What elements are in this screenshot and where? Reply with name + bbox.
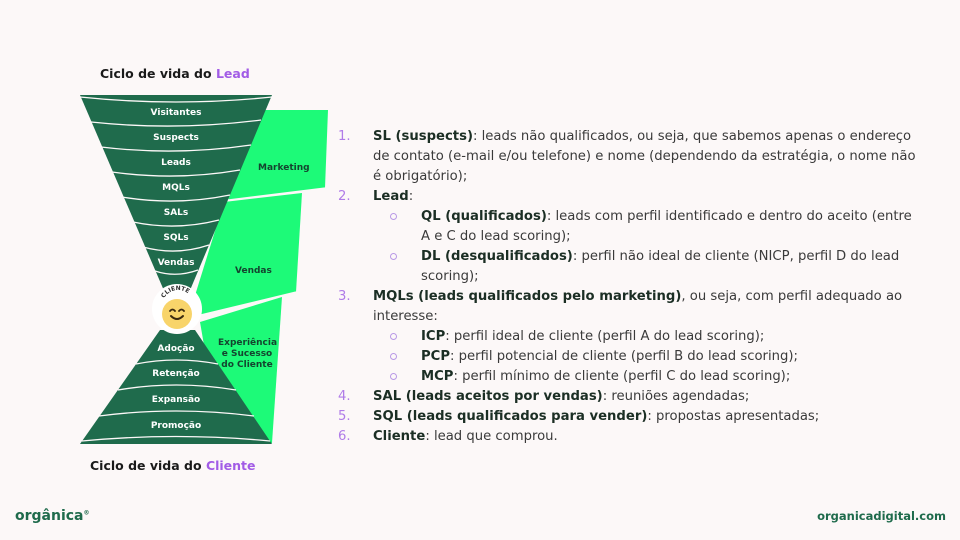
term: MQLs (leads qualificados pelo marketing)	[373, 289, 682, 304]
list-item	[338, 427, 918, 447]
definition: : perfil ideal de cliente (perfil A do lead scoring);	[445, 329, 765, 344]
definition: : reuniões agendadas;	[602, 389, 750, 404]
stage-mqls: MQLs	[162, 183, 190, 193]
term: SQL (leads qualificados para vender)	[373, 409, 648, 424]
stage-promocao: Promoção	[150, 421, 202, 431]
stage-retencao: Retenção	[152, 369, 200, 379]
client-lifecycle-title	[90, 458, 256, 473]
list-item	[338, 127, 918, 187]
list-item	[338, 407, 918, 427]
list-item	[338, 387, 918, 407]
term: Cliente	[373, 429, 426, 444]
definition: : perfil não ideal de cliente (NICP, perfil D do lead scoring);	[421, 249, 900, 284]
stage-leads: Leads	[161, 158, 191, 168]
definitions-list	[338, 127, 918, 447]
term: DL (desqualificados)	[421, 249, 573, 264]
circle-bullet-icon	[390, 333, 397, 340]
list-number: 6.	[338, 429, 351, 444]
definition: , ou seja, com perfil adequado ao interesse:	[373, 289, 903, 324]
website-url[interactable]: organicadigital.com	[817, 509, 946, 523]
definition: : perfil mínimo de cliente (perfil C do lead scoring);	[453, 369, 791, 384]
title-prefix: Ciclo de vida do	[100, 66, 216, 81]
smiling-face-icon	[162, 299, 192, 329]
definition: : perfil potencial de cliente (perfil B do lead scoring);	[450, 349, 798, 364]
sub-list-item	[338, 207, 918, 247]
stage-sals: SALs	[163, 208, 189, 218]
client-badge	[152, 284, 202, 334]
definition: : leads não qualificados, ou seja, que sabemos apenas o endereço de contato (e-mail e/ou telefone) e nome (dependendo da estratégia, o nome não é obrigatório);	[373, 129, 916, 184]
circle-bullet-icon	[390, 253, 397, 260]
term: QL (qualificados)	[421, 209, 547, 224]
title-accent: Cliente	[205, 458, 256, 473]
definition: : propostas apresentadas;	[647, 409, 820, 424]
stage-adocao: Adoção	[157, 344, 195, 354]
organica-logo	[15, 508, 90, 524]
phase-sales: Vendas	[235, 266, 272, 276]
title-prefix: Ciclo de vida do	[90, 458, 206, 473]
definition: :	[408, 189, 414, 204]
term: SAL (leads aceitos por vendas)	[373, 389, 603, 404]
phase-cx-line: e Sucesso	[221, 349, 273, 359]
svg-text:CLIENTE: CLIENTE	[159, 284, 191, 300]
phase-cx-line: Experiência	[218, 338, 278, 348]
list-number: 1.	[338, 129, 351, 144]
stage-sqls: SQLs	[163, 233, 189, 243]
title-accent: Lead	[215, 66, 250, 81]
sub-list-item	[338, 367, 918, 387]
sub-list-item	[338, 247, 918, 287]
list-number: 3.	[338, 289, 351, 304]
sub-list-item	[338, 347, 918, 367]
list-number: 4.	[338, 389, 351, 404]
logo-text: orgânica	[15, 508, 84, 524]
term: MCP	[421, 369, 454, 384]
circle-bullet-icon	[390, 353, 397, 360]
definition: : lead que comprou.	[425, 429, 558, 444]
sub-list-item	[338, 327, 918, 347]
phase-marketing: Marketing	[258, 163, 310, 173]
stage-visitantes: Visitantes	[150, 108, 202, 118]
stage-vendas: Vendas	[157, 258, 195, 268]
list-number: 5.	[338, 409, 351, 424]
registered-mark: ®	[83, 509, 90, 517]
list-item	[338, 187, 918, 207]
circle-bullet-icon	[390, 373, 397, 380]
list-item	[338, 287, 918, 327]
term: PCP	[421, 349, 451, 364]
definition: : leads com perfil identificado e dentro do aceito (entre A e C do lead scoring);	[421, 209, 912, 244]
circle-bullet-icon	[390, 213, 397, 220]
term: ICP	[421, 329, 446, 344]
term: Lead	[373, 189, 409, 204]
phase-customer-success	[218, 338, 276, 371]
term: SL (suspects)	[373, 129, 473, 144]
lifecycle-funnel-diagram	[0, 0, 340, 460]
stage-expansao: Expansão	[151, 395, 201, 405]
stage-suspects: Suspects	[153, 133, 199, 143]
phase-cx-line: do Cliente	[221, 360, 273, 370]
list-number: 2.	[338, 189, 351, 204]
